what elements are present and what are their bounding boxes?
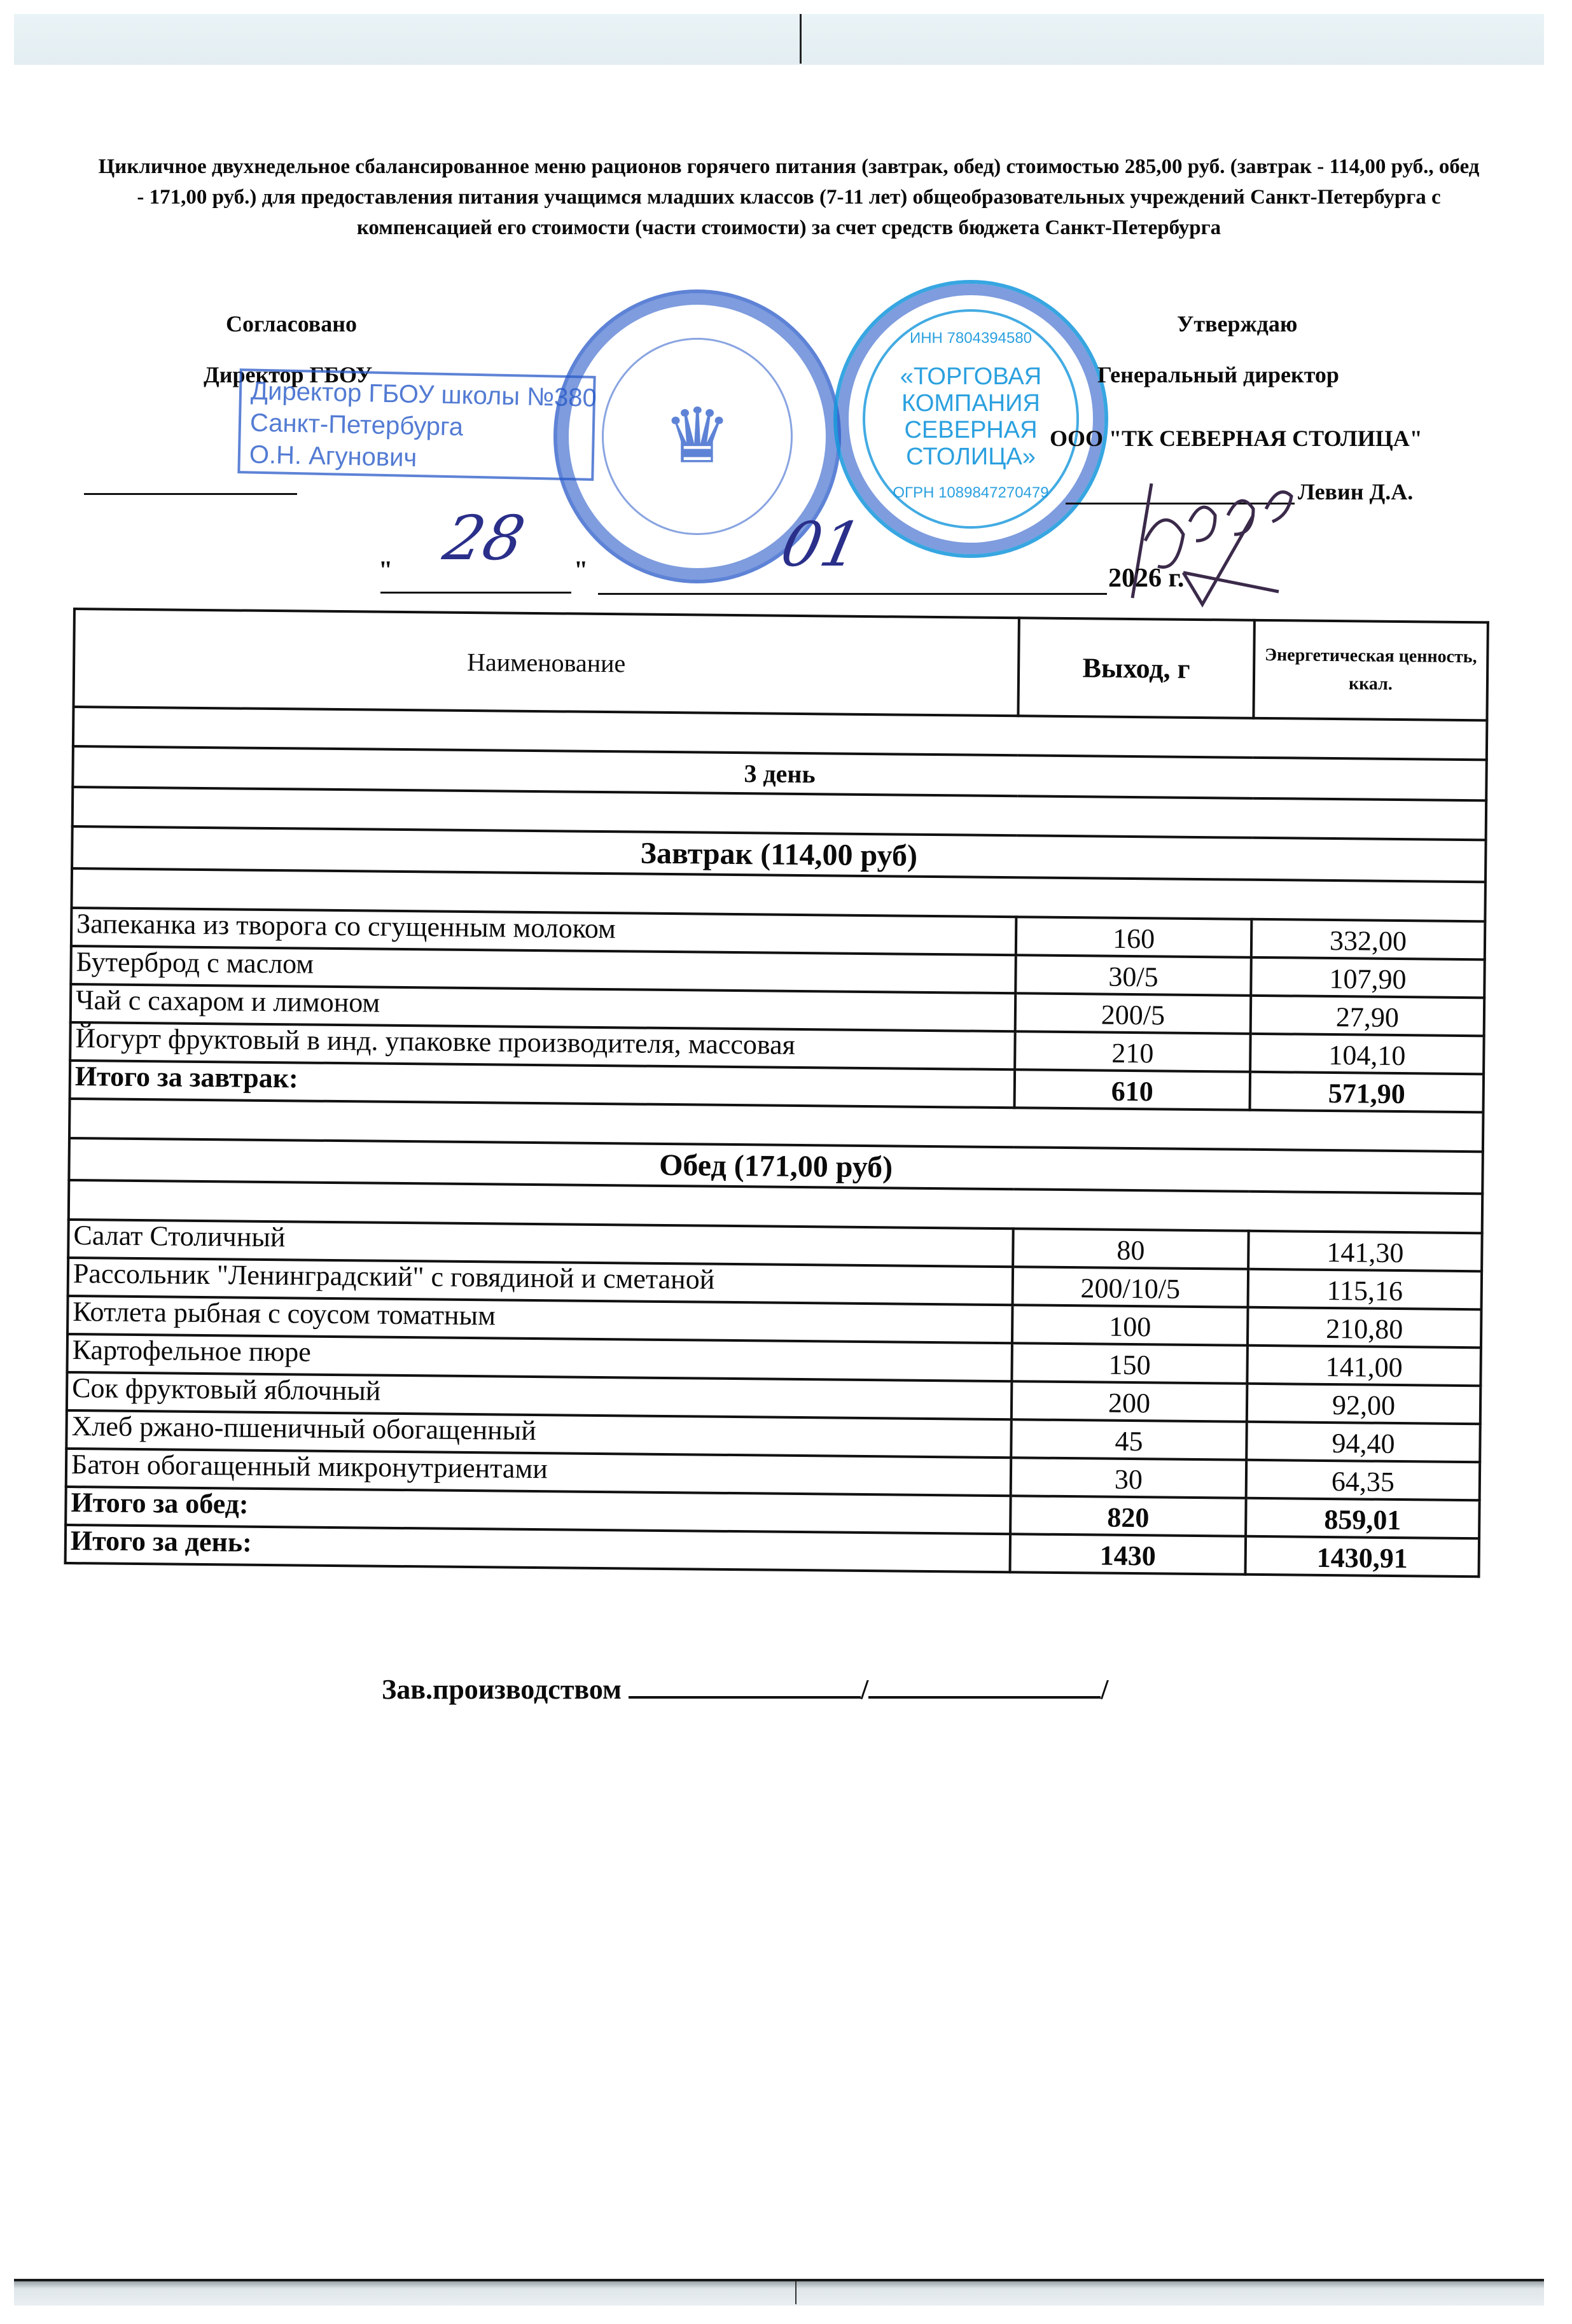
dish-name: Батон обогащенный микронутриентами [66,1449,1012,1496]
header-name: Наименование [74,609,1019,716]
dish-output: 210 [1015,1031,1251,1072]
date-day-line [380,592,571,594]
date-day-handwritten: 28 [438,503,531,574]
director-stamp-line: Санкт-Петербурга [249,408,464,442]
dish-energy: 332,00 [1251,919,1485,960]
agreed-heading: Согласовано [226,311,357,337]
date-close-quote: " [574,555,588,584]
dish-energy: 92,00 [1247,1384,1481,1424]
dish-energy: 64,35 [1246,1460,1480,1501]
dish-energy: 571,90 [1250,1072,1484,1113]
company-seal-name-line: «ТОРГОВАЯ [900,363,1042,390]
day-label: 3 день [73,746,1487,800]
company-seal-ogrn: ОГРН 1089847270479 [893,484,1049,501]
company-seal-name [837,363,1104,470]
approved-position: Генеральный директор [1097,362,1339,387]
dish-output: 1430 [1010,1534,1246,1575]
header-output: Выход, г [1018,618,1254,718]
menu-table [64,608,1489,1578]
dish-name: Сок фруктовый яблочный [67,1372,1012,1419]
director-stamp [237,368,595,481]
dish-energy: 210,80 [1248,1307,1482,1348]
dish-output: 150 [1012,1343,1248,1384]
dish-output: 45 [1011,1419,1247,1460]
dish-name: Йогурт фруктовый в инд. упаковке производителя, массовая [70,1022,1015,1069]
date-open-quote: " [379,555,393,584]
coat-of-arms-icon: ♛ [663,394,732,479]
date-month-line [598,593,1107,595]
approved-heading: Утверждаю [1177,311,1298,337]
dish-output: 30/5 [1015,955,1251,996]
company-seal [833,280,1108,558]
signature-blank [629,1677,861,1699]
dish-name: Хлеб ржано-пшеничный обогащенный [66,1410,1012,1458]
dish-energy: 107,90 [1251,957,1485,998]
company-seal-inn: ИНН 7804394580 [909,330,1033,347]
dish-energy: 104,10 [1250,1034,1484,1075]
company-seal-name-line: КОМПАНИЯ [901,390,1040,417]
name-blank [868,1677,1101,1699]
dish-name: Итого за обед: [66,1487,1011,1534]
dish-name: Котлета рыбная с соусом томатным [67,1296,1013,1343]
dish-output: 30 [1011,1458,1247,1498]
date-month-handwritten: 01 [775,509,868,580]
agreed-signature-line [84,493,297,495]
dish-name: Итого за завтрак: [70,1061,1015,1108]
dish-output: 200/5 [1015,993,1251,1034]
dish-name: Итого за день: [66,1525,1011,1572]
dish-energy: 859,01 [1246,1498,1480,1539]
agreed-position: Директор ГБОУ [204,362,373,387]
dish-name: Салат Столичный [68,1220,1013,1267]
dish-output: 160 [1016,917,1252,957]
dish-name: Бутерброд с маслом [71,946,1016,993]
dish-output: 200/10/5 [1013,1267,1249,1307]
dish-energy: 141,30 [1248,1231,1482,1272]
meal-title: Завтрак (114,00 руб) [72,826,1486,882]
company-seal-name-line: СЕВЕРНАЯ [904,417,1038,443]
approved-signatory: Левин Д.А. [1298,479,1414,504]
document-title: Цикличное двухнедельное сбалансированное меню рационов горячего питания (завтрак, обед) стоимостью 285,00 руб. (завтрак - 114,00 руб., обед - 171,00 руб.) для предоставления питания учащимся младших классов (7-11 лет) общеобразовательных учреждений Санкт-Петербурга с компенсацией его стоимости (части стоимости) за счет средств бюджета Санкт-Петербурга [98,155,1480,239]
header-energy: Энергетическая ценность, ккал. [1253,620,1487,721]
dish-output: 100 [1012,1305,1248,1346]
table-body [66,707,1487,1576]
production-manager-signature [382,1673,1109,1706]
dish-output: 200 [1012,1381,1248,1422]
dish-name: Чай с сахаром и лимоном [71,984,1016,1031]
company-seal-name-line: СТОЛИЦА» [906,443,1036,470]
meal-title: Обед (171,00 руб) [69,1138,1483,1193]
director-stamp-line: Директор ГБОУ школы №380 [250,377,597,412]
separator: / [1101,1674,1109,1705]
separator: / [861,1674,869,1705]
approved-organization: ООО "ТК СЕВЕРНАЯ СТОЛИЦА" [1050,426,1422,451]
director-stamp-line: О.Н. Агунович [249,440,417,473]
dish-energy: 27,90 [1251,996,1485,1036]
dish-energy: 94,40 [1246,1422,1480,1463]
dish-name: Запеканка из творога со сгущенным молоком [71,908,1017,955]
dish-energy: 1430,91 [1245,1536,1479,1577]
table-header-row [74,609,1488,720]
dish-energy: 141,00 [1247,1346,1481,1386]
date-year: 2026 г. [1108,564,1185,593]
dish-output: 820 [1010,1496,1246,1536]
dish-name: Картофельное пюре [67,1334,1012,1381]
dish-energy: 115,16 [1248,1269,1482,1310]
production-manager-label: Зав.производством [382,1674,622,1705]
dish-output: 80 [1013,1228,1249,1269]
dish-name: Рассольник "Ленинградский" с говядиной и сметаной [68,1258,1013,1305]
dish-output: 610 [1015,1069,1251,1110]
